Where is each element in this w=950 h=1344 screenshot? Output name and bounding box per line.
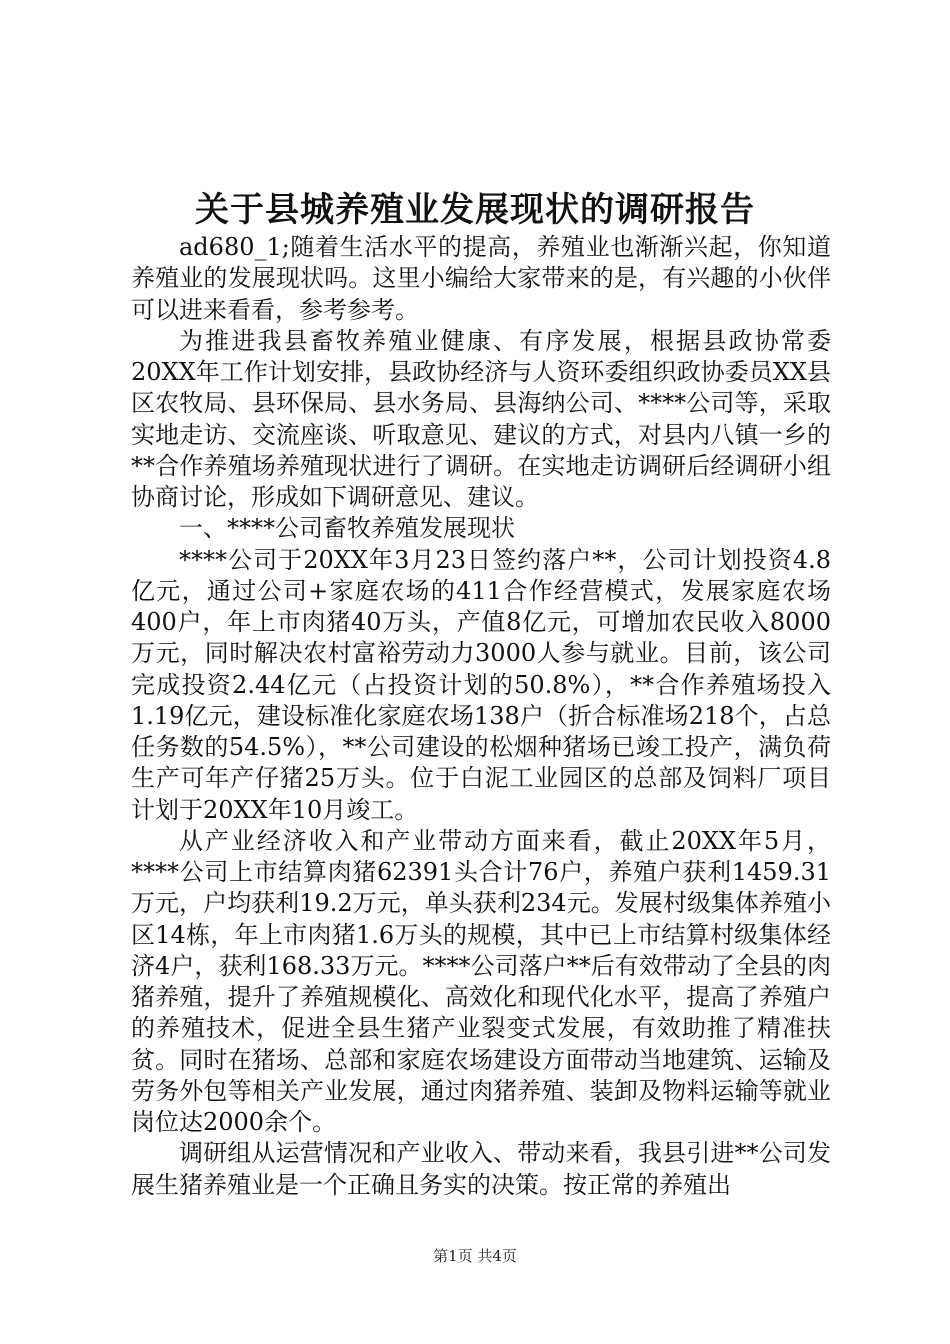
paragraph-economic-income: 从产业经济收入和产业带动方面来看，截止20XX年5月，****公司上市结算肉猪62391头合计76户，养殖户获利1459.31万元，户均获利19.2万元，单头获利234元。发展村级集体养殖小区14栋，年上市肉猪1.6万头的规模，其中已上市结算村级集体经济4户，获利168.33万元。****公司落户**后有效带动了全县的肉猪养殖，提升了养殖规模化、高效化和现代化水平，提高了养殖户的养殖技术，促进全县生猪产业裂变式发展，有效助推了精准扶贫。同时在猪场、总部和家庭农场建设方面带动当地建筑、运输及劳务外包等相关产业发展，通过肉猪养殖、装卸及物料运输等就业岗位达2000余个。 bbox=[131, 826, 831, 1136]
document-title: 关于县城养殖业发展现状的调研报告 bbox=[195, 190, 755, 230]
paragraph-intro: ad680_1;随着生活水平的提高，养殖业也渐渐兴起，你知道养殖业的发展现状吗。这里小编给大家带来的是，有兴趣的小伙伴可以进来看看，参考参考。 bbox=[131, 233, 831, 324]
document-body bbox=[131, 232, 831, 1201]
paragraph-company-status: ****公司于20XX年3月23日签约落户**，公司计划投资4.8亿元，通过公司+家庭农场的411合作经营模式，发展家庭农场400户，年上市肉猪40万头，产值8亿元，可增加农民收入8000万元，同时解决农村富裕劳动力3000人参与就业。目前，该公司完成投资2.44亿元（占投资计划的50.8%），**合作养殖场投入1.19亿元，建设标准化家庭农场138户（折合标准场218个，占总任务数的54.5%），**公司建设的松烟种猪场已竣工投产，满负荷生产可年产仔猪25万头。位于白泥工业园区的总部及饲料厂项目计划于20XX年10月竣工。 bbox=[131, 545, 831, 824]
paragraph-assessment: 调研组从运营情况和产业收入、带动来看，我县引进**公司发展生猪养殖业是一个正确且务实的决策。按正常的养殖出 bbox=[131, 1139, 831, 1199]
page-footer: 第1页 共4页 bbox=[433, 1247, 517, 1265]
paragraph-background: 为推进我县畜牧养殖业健康、有序发展，根据县政协常委20XX年工作计划安排，县政协经济与人资环委组织政协委员XX县区农牧局、县环保局、县水务局、县海纳公司、****公司等，采取实地走访、交流座谈、听取意见、建议的方式，对县内八镇一乡的**合作养殖场养殖现状进行了调研。在实地走访调研后经调研小组协商讨论，形成如下调研意见、建议。 bbox=[131, 326, 831, 511]
section-heading: 一、****公司畜牧养殖发展现状 bbox=[179, 514, 515, 543]
